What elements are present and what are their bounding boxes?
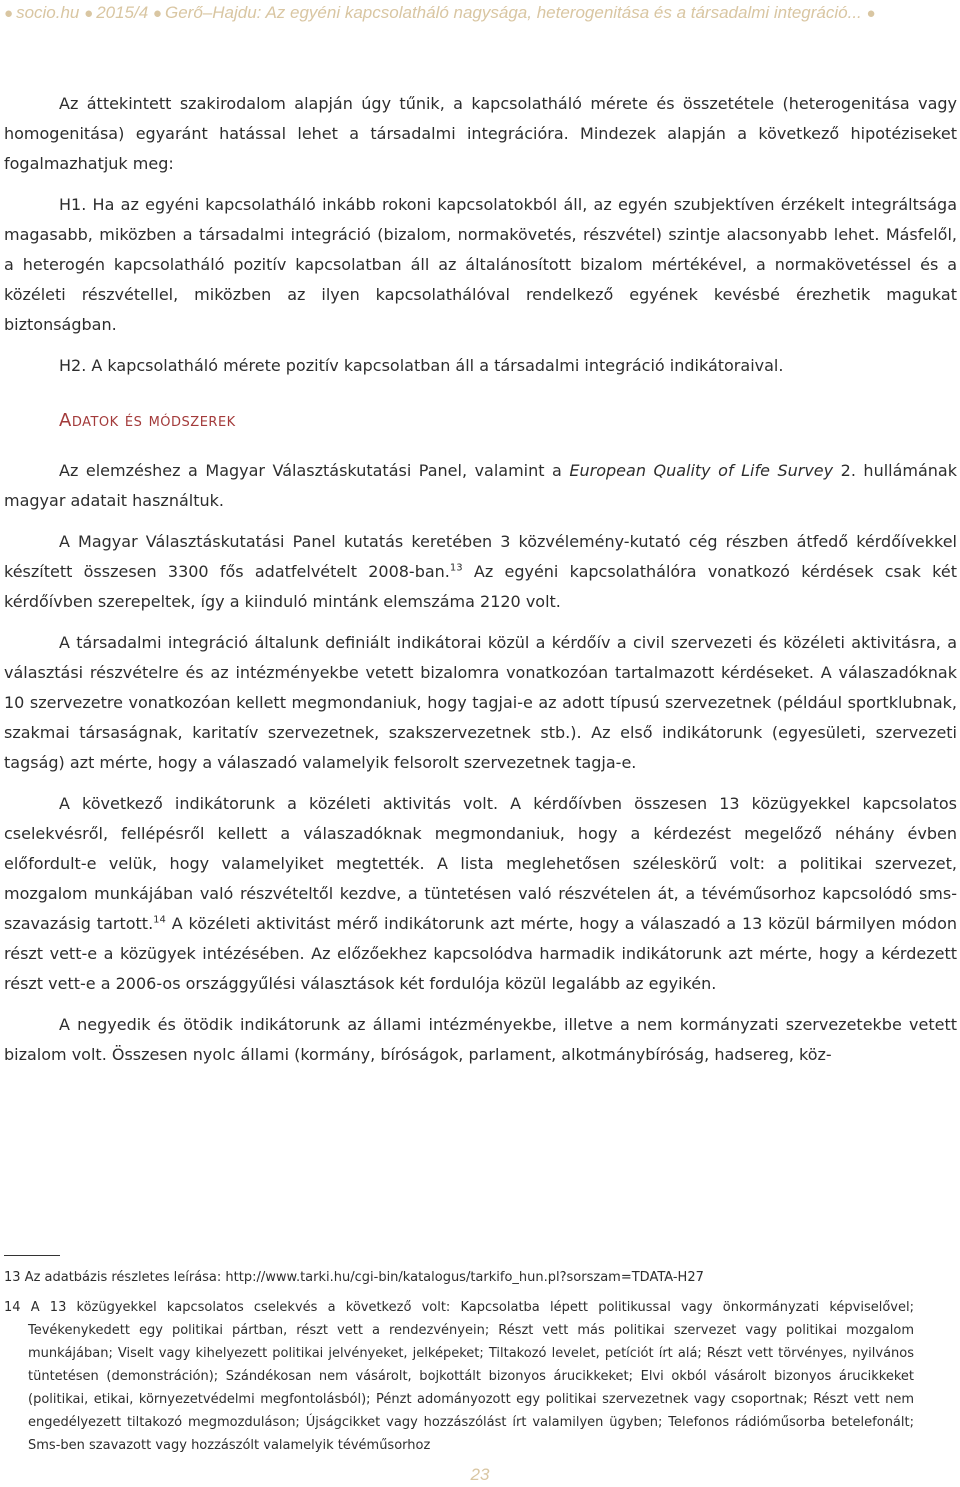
header-article-title: Gerő–Hajdu: Az egyéni kapcsolatháló nagysága, heterogenitása és a társadalmi integráció... [164, 3, 862, 22]
bullet-icon: ● [152, 5, 162, 22]
bullet-icon: ● [4, 5, 14, 22]
paragraph-public-activity: A következő indikátorunk a közéleti aktivitás volt. A kérdőívben összesen 13 közügyekkel kapcsolatos cselekvésről, fellépésről kellett a válaszadóknak megmondaniuk, hogy a kérdezést megelőző néhány évben előfordult-e velük, hogy valamelyiket megtették. A lista meglehetősen széleskörű volt: a politikai szervezet, mozgalom munkájában való részvételtől kezdve, a tüntetésen való részvételen át, a tévéműsorhoz kapcsolódó sms-szavazásig tartott.$^{14}$ A közéleti aktivitást mérő indikátorunk azt mérte, hogy a válaszadó a 13 közül bármilyen módon részt vett-e a közügyek intézésében. Az előzőekhez kapcsolódva harmadik indikátorunk azt mérte, hogy a kérdezett részt vett-e a 2006-os országgyűlési választások két fordulója közül legalább az egyikén. [4, 794, 958, 993]
footnote-divider [4, 1255, 60, 1256]
footnote-ref-13[interactable]: 13 [449, 562, 463, 574]
section-heading: Adatok és módszerek [59, 410, 236, 431]
header-site: socio.hu [16, 3, 80, 22]
bullet-icon: ● [866, 5, 876, 22]
main-text [4, 89, 957, 1070]
paragraph-trust: A negyedik és ötödik indikátorunk az állami intézményekbe, illetve a nem kormányzati szervezetekbe vetett bizalom volt. Összesen nyolc állami (kormány, bíróságok, parlament, alkotmánybíróság, hadsereg, köz- [4, 1015, 957, 1064]
header-issue: 2015/4 [96, 3, 149, 22]
page-number: 23 [470, 1465, 490, 1484]
running-header [4, 3, 960, 23]
footnotes [4, 1266, 914, 1464]
paragraph-panel: A Magyar Választáskutatási Panel kutatás keretében 3 közvélemény-kutató cég részben átfedő kérdőívekkel készített összesen 3300 fős adatfelvételt 2008-ban.$^{13}$ Az egyéni kapcsolathálóra vonatkozó kérdések csak két kérdőívben szerepeltek, így a kiinduló mintánk elemszáma 2120 volt. [4, 532, 957, 611]
hypothesis-h2: H2. A kapcsolatháló mérete pozitív kapcsolatban áll a társadalmi integráció indikátoraival. [59, 356, 784, 375]
footnote-13: 13 Az adatbázis részletes leírása: http://www.tarki.hu/cgi-bin/katalogus/tarkifo_hun.pl?sorszam=TDATA-H27 [4, 1270, 704, 1285]
paragraph-indicators: A társadalmi integráció általunk definiált indikátorai közül a kérdőív a civil szervezeti és közéleti aktivitásra, a választási részvételre és az intézményekbe vetett bizalomra vonatkozóan tartalmazott kérdéseket. A válaszadóknak 10 szervezetre vonatkozóan kellett megmondaniuk, hogy tagjai-e az adott típusú szervezetnek (például sportklubnak, szakmai társaságnak, karitatív szervezetnek, szakszervezetnek stb.). Az első indikátorunk (egyesületi, szervezeti tagság) azt mérte, hogy a válaszadó valamelyik felsorolt szervezetnek tagja-e. [4, 633, 957, 772]
paragraph-intro: Az áttekintett szakirodalom alapján úgy tűnik, a kapcsolatháló mérete és összetétele (heterogenitása vagy homogenitása) egyaránt hatással lehet a társadalmi integrációra. Mindezek alapján a következő hipotéziseket fogalmazhatjuk meg: [4, 94, 957, 173]
bullet-icon: ● [84, 5, 94, 22]
footnote-ref-14[interactable]: 14 [153, 914, 166, 926]
footnote-14: 14 A 13 közügyekkel kapcsolatos cselekvés a következő volt: Kapcsolatba lépett politikussal vagy önkormányzati képviselővel; Tevékenykedett egy politikai pártban, részt vett a rendezvényein; Részt vett más politikai szervezet vagy politikai mozgalom munkájában; Viselt vagy kihelyezett politikai jelvényeket, jelképeket; Tiltakozó levelet, petíciót írt alá; Részt vett törvényes, nyilvános tüntetésen (demonstráción); Szándékosan nem vásárolt, bojkottált bizonyos árucikkeket; Elvi okból vásárolt bizonyos árucikkeket (politikai, etikai, környezetvédelmi megfontolásból); Pénzt adományozott egy politikai szervezetnek vagy csoportnak; Részt vett nem engedélyezett tiltakozó megmozduláson; Újságcikket vagy hozzászólást írt valamilyen ügyben; Telefonos rádióműsorba betelefonált; Sms-ben szavazott vagy hozzászólt valamelyik tévéműsorhoz [4, 1300, 914, 1453]
hypothesis-h1: H1. Ha az egyéni kapcsolatháló inkább rokoni kapcsolatokból áll, az egyén szubjektíven érzékelt integráltsága magasabb, miközben a társadalmi integráció (bizalom, normakövetés, részvétel) szintje alacsonyabb lehet. Másfelől, a heterogén kapcsolatháló pozitív kapcsolatban áll az általánosított bizalom mértékével, a normakövetéssel és a közéleti részvétellel, miközben az ilyen kapcsolathálóval rendelkező egyének kevésbé érezhetik magukat biztonságban. [4, 195, 957, 334]
survey-name: European Quality of Life Survey [569, 461, 834, 480]
paragraph-data-sources: Az elemzéshez a Magyar Választáskutatási Panel, valamint a European Quality of Life Survey 2. hullámának magyar adatait használtuk. [4, 461, 958, 510]
